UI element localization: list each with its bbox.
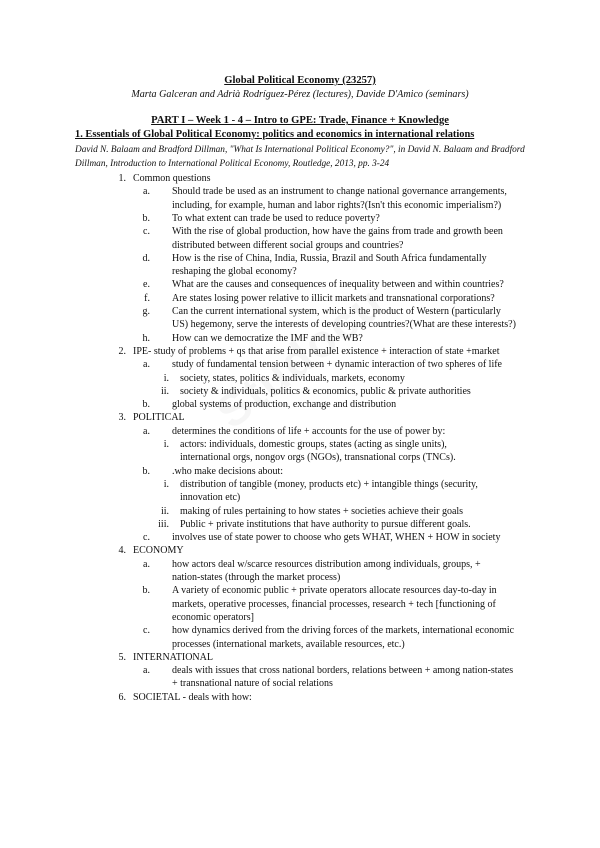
outline-subitem-text: involves use of state power to choose who gets WHAT, WHEN + HOW in society <box>172 532 501 544</box>
outline-subitem-text: distributed between different social groups and countries? <box>172 239 404 251</box>
outline-subitem-text: deals with issues that cross national borders, relations between + among nation-states <box>172 665 514 677</box>
outline-subitem-marker: a. <box>143 425 150 437</box>
outline-item-text: POLITICAL <box>133 412 185 424</box>
outline-subsubitem-text: Public + private institutions that have authority to pursue different goals. <box>180 518 471 530</box>
outline-subitem-marker: a. <box>143 665 150 677</box>
outline-subitem-text: economic operators] <box>172 611 254 623</box>
outline-subsubitem-text: international orgs, nongov orgs (NGOs), transnational corps (TNCs). <box>180 452 456 464</box>
outline-subitem-text: How is the rise of China, India, Russia, Brazil and South Africa fundamentally <box>172 252 487 264</box>
outline-item-text: INTERNATIONAL <box>133 651 213 663</box>
document-authors: Marta Galceran and Adrià Rodríguez-Pérez (lectures), Davide D'Amico (seminars) <box>131 89 469 100</box>
outline-item-marker: 1. <box>118 173 126 184</box>
outline-subsubitem-text: innovation etc) <box>180 492 241 504</box>
reading-reference: David N. Balaam and Bradford Dillman, "What Is International Political Economy?", in David N. Balaam and Bradford Dillman, Introduction to International Political Economy, Routledge, 2013, pp. 3-24 <box>75 145 525 169</box>
outline-subitem-text: including, for example, human and labor rights?(Isn't this economic imperialism?) <box>172 199 502 211</box>
outline-subsubitem-marker: i. <box>163 372 169 384</box>
outline-subitem-marker: g. <box>142 306 150 317</box>
outline-subitem-marker: e. <box>143 279 150 291</box>
outline-subitem-marker: b. <box>142 465 150 477</box>
outline-subsubitem-marker: ii. <box>160 385 169 397</box>
outline-item-marker: 3. <box>118 412 126 424</box>
outline-item-marker: 5. <box>118 651 126 663</box>
outline-subitem-text: To what extent can trade be used to reduce poverty? <box>172 212 380 224</box>
outline-subitem-text: how dynamics derived from the driving forces of the markets, international economic <box>172 625 515 637</box>
outline-subitem-marker: a. <box>143 186 150 198</box>
section-heading: 1. Essentials of Global Political Economy: politics and economics in international relations <box>75 129 475 140</box>
outline-subitem-text: US) hegemony, serve the interests of developing countries?(What are these interests?) <box>172 319 516 331</box>
document-title: Global Political Economy (23257) <box>224 75 376 86</box>
outline-subitem-text: With the rise of global production, how have the gains from trade and growth been <box>172 226 503 238</box>
outline-subitem-text: Can the current international system, which is the product of Western (particularly <box>172 306 501 317</box>
outline-subitem-marker: d. <box>142 252 150 264</box>
outline-subitem-marker: a. <box>143 558 150 570</box>
outline-subitem-text: Are states losing power relative to illicit markets and transnational corporations? <box>172 292 495 304</box>
outline-subsubitem-text: actors: individuals, domestic groups, states (acting as single units), <box>180 439 447 450</box>
outline-subitem-text: What are the causes and consequences of inequality between and within countries? <box>172 279 504 291</box>
outline-subitem-marker: b. <box>142 585 150 597</box>
outline-subitem-marker: h. <box>142 332 150 344</box>
outline-item-marker: 4. <box>118 545 126 557</box>
outline-subitem-marker: c. <box>143 532 150 544</box>
outline-subitem-text: global systems of production, exchange and distribution <box>172 399 397 411</box>
outline-subitem-text: study of fundamental tension between + dynamic interaction of two spheres of life <box>172 359 502 371</box>
outline-subsubitem-marker: i. <box>163 478 169 490</box>
outline-subitem-text: .who make decisions about: <box>172 465 284 477</box>
outline-subitem-text: Should trade be used as an instrument to change national governance arrangements, <box>172 186 507 198</box>
outline-subitem-text: how actors deal w/scarce resources distribution among individuals, groups, + <box>172 558 481 570</box>
outline-subitem-text: nation-states (through the market process) <box>172 572 341 583</box>
outline-subitem-text: + transnational nature of social relations <box>172 678 333 690</box>
outline-subitem-text: How can we democratize the IMF and the WB? <box>172 332 363 344</box>
outline-item-text: Common questions <box>133 173 211 184</box>
outline-subsubitem-text: distribution of tangible (money, products etc) + intangible things (security, <box>180 478 478 490</box>
outline-item-text: SOCIETAL - deals with how: <box>133 691 252 703</box>
outline-subitem-marker: f. <box>144 292 150 304</box>
outline-subitem-text: markets, operative processes, financial processes, research + tech [functioning of <box>172 598 496 610</box>
outline-subitem-text: determines the conditions of life + accounts for the use of power by: <box>172 425 446 437</box>
outline-subsubitem-text: society, states, politics & individuals, markets, economy <box>180 372 405 384</box>
outline-item-marker: 6. <box>118 691 126 703</box>
outline-item-marker: 2. <box>118 345 126 357</box>
outline-subitem-marker: c. <box>143 625 150 637</box>
outline-subsubitem-marker: iii. <box>158 518 169 530</box>
outline-item-text: ECONOMY <box>133 545 184 557</box>
outline-subitem-marker: c. <box>143 226 150 238</box>
outline-subitem-marker: b. <box>142 399 150 411</box>
outline-subitem-text: reshaping the global economy? <box>172 266 297 278</box>
outline-subsubitem-marker: i. <box>163 439 169 450</box>
outline-subsubitem-text: making of rules pertaining to how states + societies achieve their goals <box>180 505 464 517</box>
outline-subitem-marker: a. <box>143 359 150 371</box>
outline-subitem-marker: b. <box>142 212 150 224</box>
outline-subsubitem-marker: ii. <box>160 505 169 517</box>
part-heading: PART I – Week 1 - 4 – Intro to GPE: Trade, Finance + Knowledge <box>151 115 449 126</box>
outline-item-text: IPE- study of problems + qs that arise from parallel existence + interaction of state +market <box>133 345 500 357</box>
outline-subitem-text: processes (international markets, available resources, etc.) <box>172 638 405 650</box>
outline-subitem-text: A variety of economic public + private operators allocate resources day-to-day in <box>172 585 497 597</box>
outline-subsubitem-text: society & individuals, politics & economics, public & private authorities <box>180 385 471 397</box>
